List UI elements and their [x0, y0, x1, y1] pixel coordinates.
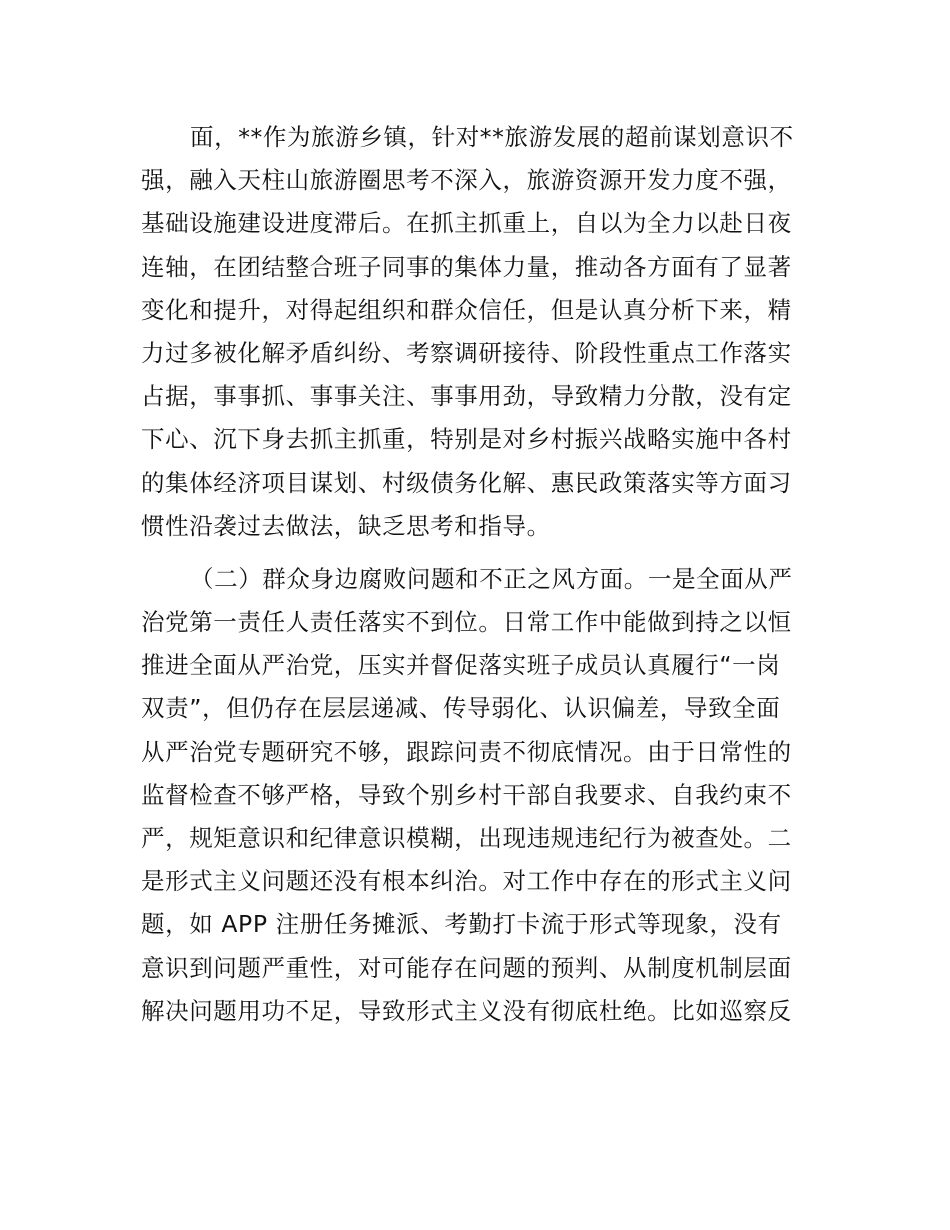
- paragraph-2: [141, 558, 813, 1033]
- text-line: 双责”，但仍存在层层递减、传导弱化、认识偏差，导致全面: [141, 694, 781, 723]
- text-line: 连轴，在团结整合班子同事的集体力量，推动各方面有了显著: [141, 252, 792, 281]
- text-line: 题，如 APP 注册任务摊派、考勤打卡流于形式等现象，没有: [141, 910, 782, 939]
- text-line: 惯性沿袭过去做法，缺乏思考和指导。: [141, 511, 551, 540]
- text-line: 是形式主义问题还没有根本纠治。对工作中存在的形式主义问: [141, 867, 792, 896]
- text-line: 治党第一责任人责任落实不到位。日常工作中能做到持之以恒: [141, 608, 792, 637]
- text-line: 面，**作为旅游乡镇，针对**旅游发展的超前谋划意识不: [190, 123, 794, 151]
- paragraph-spacer: [141, 548, 813, 558]
- text-line: 的集体经济项目谋划、村级债务化解、惠民政策落实等方面习: [141, 468, 792, 497]
- text-line: 解决问题用功不足，导致形式主义没有彻底杜绝。比如巡察反: [141, 996, 792, 1025]
- text-line: 严，规矩意识和纪律意识模糊，出现违规违纪行为被查处。二: [141, 824, 792, 852]
- text-line: 从严治党专题研究不够，跟踪问责不彻底情况。由于日常性的: [141, 737, 792, 766]
- text-line: 下心、沉下身去抓主抓重，特别是对乡村振兴战略实施中各村: [141, 425, 792, 454]
- text-line: 意识到问题严重性，对可能存在问题的预判、从制度机制层面: [141, 953, 792, 982]
- text-line: 强，融入天柱山旅游圈思考不深入，旅游资源开发力度不强，: [141, 166, 792, 195]
- text-line: 推进全面从严治党，压实并督促落实班子成员认真履行“一岗: [141, 651, 781, 680]
- text-line: （二）群众身边腐败问题和不正之风方面。一是全面从严: [190, 564, 793, 593]
- text-line: 基础设施建设进度滞后。在抓主抓重上，自以为全力以赴日夜: [141, 209, 792, 238]
- text-line: 监督检查不够严格，导致个别乡村干部自我要求、自我约束不: [141, 780, 792, 809]
- text-line: 占据，事事抓、事事关注、事事用劲，导致精力分散，没有定: [141, 382, 792, 411]
- paragraph-1: [141, 116, 813, 548]
- text-line: 力过多被化解矛盾纠纷、考察调研接待、阶段性重点工作落实: [141, 338, 792, 367]
- document-body: [141, 116, 813, 1033]
- text-line: 变化和提升，对得起组织和群众信任，但是认真分析下来，精: [141, 295, 792, 324]
